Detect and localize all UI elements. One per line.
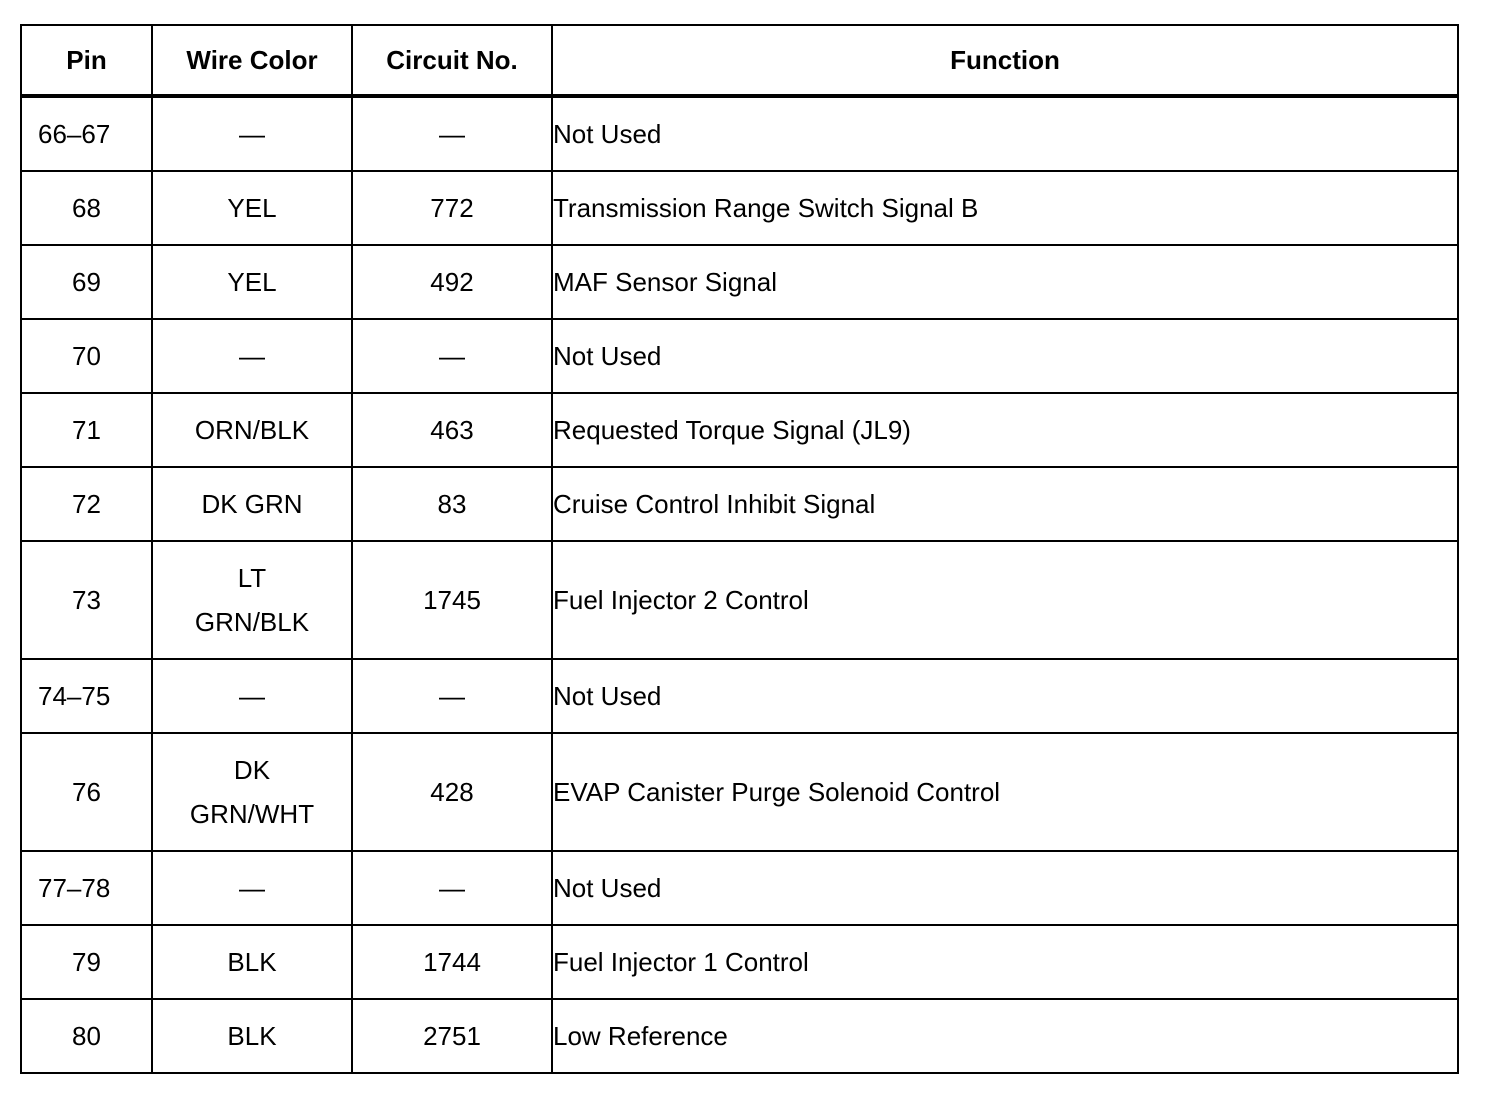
table-row xyxy=(21,541,1458,659)
header-pin: Pin xyxy=(21,25,152,96)
pinout-table xyxy=(20,24,1459,1074)
circuit-no-cell: 1745 xyxy=(352,541,552,659)
function-cell: Fuel Injector 1 Control xyxy=(552,925,1458,999)
wire-color-cell: DK GRN xyxy=(152,467,352,541)
function-cell: Low Reference xyxy=(552,999,1458,1073)
wire-color-cell: — xyxy=(152,659,352,733)
wire-color-cell: YEL xyxy=(152,245,352,319)
pin-cell: 73 xyxy=(21,541,152,659)
wire-color-cell: ORN/BLK xyxy=(152,393,352,467)
function-cell: Requested Torque Signal (JL9) xyxy=(552,393,1458,467)
pin-cell: 72 xyxy=(21,467,152,541)
wire-color-cell: — xyxy=(152,851,352,925)
circuit-no-cell: 772 xyxy=(352,171,552,245)
function-cell: Not Used xyxy=(552,851,1458,925)
circuit-no-cell: 2751 xyxy=(352,999,552,1073)
circuit-no-cell: — xyxy=(352,851,552,925)
table-row xyxy=(21,999,1458,1073)
pin-cell: 69 xyxy=(21,245,152,319)
function-cell: EVAP Canister Purge Solenoid Control xyxy=(552,733,1458,851)
table-row xyxy=(21,319,1458,393)
function-cell: Transmission Range Switch Signal B xyxy=(552,171,1458,245)
pin-cell: 66–67 xyxy=(21,96,152,171)
table-row xyxy=(21,96,1458,171)
header-circuit-no: Circuit No. xyxy=(352,25,552,96)
header-function: Function xyxy=(552,25,1458,96)
wire-color-cell: BLK xyxy=(152,925,352,999)
table-row xyxy=(21,733,1458,851)
pin-cell: 80 xyxy=(21,999,152,1073)
wire-color-cell: YEL xyxy=(152,171,352,245)
circuit-no-cell: — xyxy=(352,659,552,733)
circuit-no-cell: 492 xyxy=(352,245,552,319)
wire-color-text: LT GRN/BLK xyxy=(194,563,310,637)
table-row xyxy=(21,171,1458,245)
pin-cell: 68 xyxy=(21,171,152,245)
table-row xyxy=(21,851,1458,925)
table-row xyxy=(21,659,1458,733)
table-row xyxy=(21,925,1458,999)
function-cell: Not Used xyxy=(552,319,1458,393)
circuit-no-cell: 1744 xyxy=(352,925,552,999)
wire-color-cell: — xyxy=(152,96,352,171)
pin-cell: 74–75 xyxy=(21,659,152,733)
function-cell: Fuel Injector 2 Control xyxy=(552,541,1458,659)
pin-cell: 70 xyxy=(21,319,152,393)
pin-cell: 77–78 xyxy=(21,851,152,925)
function-cell: Cruise Control Inhibit Signal xyxy=(552,467,1458,541)
pin-cell: 76 xyxy=(21,733,152,851)
circuit-no-cell: — xyxy=(352,96,552,171)
pin-cell: 79 xyxy=(21,925,152,999)
header-wire-color: Wire Color xyxy=(152,25,352,96)
pin-cell: 71 xyxy=(21,393,152,467)
wire-color-cell: BLK xyxy=(152,999,352,1073)
circuit-no-cell: — xyxy=(352,319,552,393)
wire-color-cell: — xyxy=(152,319,352,393)
table-row xyxy=(21,467,1458,541)
table-row xyxy=(21,245,1458,319)
circuit-no-cell: 428 xyxy=(352,733,552,851)
wire-color-cell xyxy=(152,541,352,659)
table-row xyxy=(21,393,1458,467)
header-row xyxy=(21,25,1458,96)
circuit-no-cell: 83 xyxy=(352,467,552,541)
circuit-no-cell: 463 xyxy=(352,393,552,467)
function-cell: MAF Sensor Signal xyxy=(552,245,1458,319)
function-cell: Not Used xyxy=(552,659,1458,733)
function-cell: Not Used xyxy=(552,96,1458,171)
wire-color-cell xyxy=(152,733,352,851)
wire-color-text: DK GRN/WHT xyxy=(189,755,315,829)
